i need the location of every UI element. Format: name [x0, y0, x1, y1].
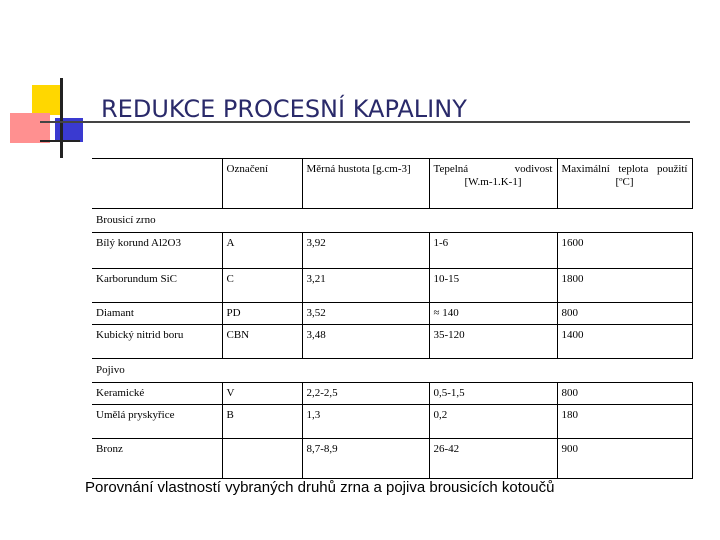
- header-maxtemp-line1: Maximální teplota použití: [561, 163, 688, 175]
- section-row-grain: [92, 209, 692, 233]
- cell-conductivity: 26-42: [429, 439, 557, 479]
- cell-density: 3,52: [302, 303, 429, 325]
- cell-conductivity: 10-15: [429, 269, 557, 303]
- cell-symbol: [222, 439, 302, 479]
- decor-vertical-line: [60, 78, 63, 158]
- header-name: [92, 159, 222, 209]
- cell-name: Keramické: [92, 383, 222, 405]
- table-row: [92, 439, 692, 479]
- cell-name: Umělá pryskyřice: [92, 405, 222, 439]
- header-maxtemp-line2: [ºC]: [615, 176, 634, 188]
- cell-symbol: PD: [222, 303, 302, 325]
- cell-symbol: C: [222, 269, 302, 303]
- decor-red-square: [10, 113, 50, 143]
- cell-name: Kubický nitrid boru: [92, 325, 222, 359]
- cell-maxtemp: 900: [557, 439, 692, 479]
- cell-symbol: A: [222, 233, 302, 269]
- cell-density: 2,2-2,5: [302, 383, 429, 405]
- cell-conductivity: 35-120: [429, 325, 557, 359]
- decor-short-line: [40, 140, 80, 142]
- cell-density: 3,48: [302, 325, 429, 359]
- slide-title: REDUKCE PROCESNÍ KAPALINY: [101, 95, 467, 123]
- cell-maxtemp: 180: [557, 405, 692, 439]
- cell-conductivity: 0,5-1,5: [429, 383, 557, 405]
- cell-symbol: CBN: [222, 325, 302, 359]
- cell-symbol: V: [222, 383, 302, 405]
- cell-conductivity: 0,2: [429, 405, 557, 439]
- cell-density: 3,21: [302, 269, 429, 303]
- header-symbol: Označení: [222, 159, 302, 209]
- table-row: [92, 233, 692, 269]
- header-density: Měrná hustota [g.cm-3]: [302, 159, 429, 209]
- cell-name: Bílý korund Al2O3: [92, 233, 222, 269]
- header-row: [92, 159, 692, 209]
- cell-maxtemp: 800: [557, 383, 692, 405]
- cell-maxtemp: 1600: [557, 233, 692, 269]
- cell-symbol: B: [222, 405, 302, 439]
- table-row: [92, 325, 692, 359]
- table-caption: Porovnání vlastností vybraných druhů zrna a pojiva brousicích kotoučů: [85, 479, 555, 496]
- cell-name: Karborundum SiC: [92, 269, 222, 303]
- header-conductivity-line2: [W.m-1.K-1]: [464, 176, 522, 188]
- cell-name: Bronz: [92, 439, 222, 479]
- cell-conductivity: ≈ 140: [429, 303, 557, 325]
- cell-name: Diamant: [92, 303, 222, 325]
- decor-yellow-square: [32, 85, 62, 115]
- cell-maxtemp: 1800: [557, 269, 692, 303]
- cell-maxtemp: 1400: [557, 325, 692, 359]
- cell-density: 3,92: [302, 233, 429, 269]
- table-row: [92, 383, 692, 405]
- header-maxtemp: [557, 159, 692, 209]
- cell-density: 1,3: [302, 405, 429, 439]
- table-row: [92, 269, 692, 303]
- cell-conductivity: 1-6: [429, 233, 557, 269]
- section-label-binder: Pojivo: [92, 359, 692, 383]
- table-row: [92, 303, 692, 325]
- section-label-grain: Brousicí zrno: [92, 209, 692, 233]
- cell-density: 8,7-8,9: [302, 439, 429, 479]
- header-conductivity-line1: Tepelná vodivost: [433, 163, 553, 175]
- properties-table: [92, 158, 693, 479]
- cell-maxtemp: 800: [557, 303, 692, 325]
- section-row-binder: [92, 359, 692, 383]
- header-conductivity: [429, 159, 557, 209]
- table-row: [92, 405, 692, 439]
